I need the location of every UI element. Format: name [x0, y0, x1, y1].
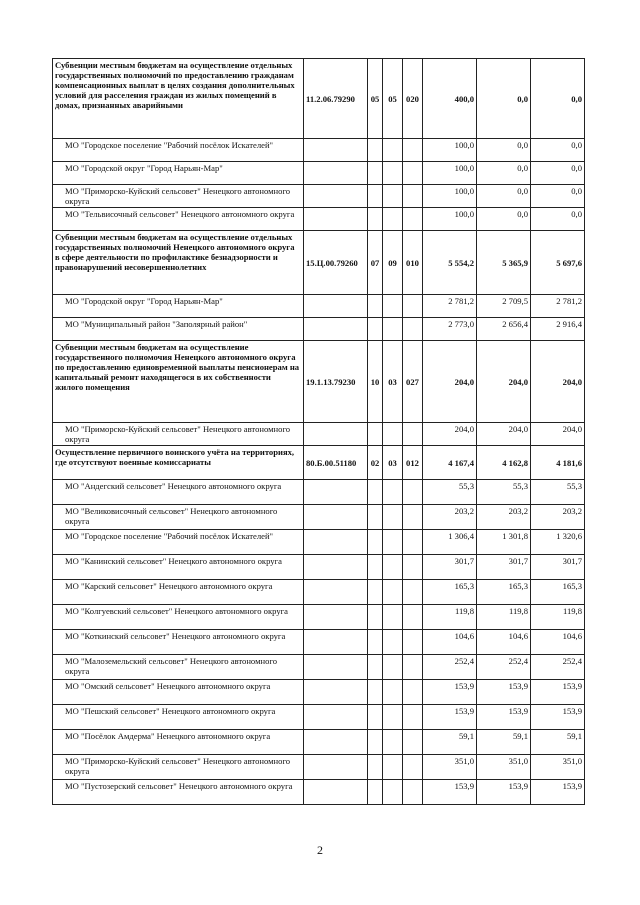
- section-code-cell: [368, 480, 383, 505]
- target-code-cell: [304, 580, 368, 605]
- target-code-cell: 19.1.13.79230: [304, 341, 368, 423]
- amount-year-2-cell: 0,0: [477, 185, 531, 208]
- amount-year-3-cell: 204,0: [531, 423, 585, 446]
- section-code-cell: [368, 705, 383, 730]
- municipality-row: [53, 630, 585, 655]
- target-code-cell: [304, 505, 368, 530]
- amount-year-1-cell: 301,7: [423, 555, 477, 580]
- amount-year-1-cell: 104,6: [423, 630, 477, 655]
- item-name-cell: МО "Великовисочный сельсовет" Ненецкого автономного округа: [53, 505, 304, 530]
- amount-year-1-cell: 5 554,2: [423, 231, 477, 295]
- subsection-code-cell: [383, 605, 403, 630]
- section-code-cell: [368, 423, 383, 446]
- amount-year-3-cell: 351,0: [531, 755, 585, 780]
- section-code-cell: 10: [368, 341, 383, 423]
- amount-year-2-cell: 55,3: [477, 480, 531, 505]
- amount-year-2-cell: 119,8: [477, 605, 531, 630]
- table-body: [53, 59, 585, 805]
- amount-year-1-cell: 2 773,0: [423, 318, 477, 341]
- amount-year-3-cell: 0,0: [531, 139, 585, 162]
- item-name-cell: МО "Городское поселение "Рабочий посёлок Искателей": [53, 530, 304, 555]
- amount-year-2-cell: 301,7: [477, 555, 531, 580]
- amount-year-3-cell: 4 181,6: [531, 446, 585, 480]
- expense-type-code-cell: [403, 605, 423, 630]
- item-name-cell: МО "Малоземельский сельсовет" Ненецкого автономного округа: [53, 655, 304, 680]
- section-code-cell: 02: [368, 446, 383, 480]
- municipality-row: [53, 755, 585, 780]
- item-name-cell: Субвенции местным бюджетам на осуществление отдельных государственных полномочий по предоставлению гражданам компенсационных выплат в целях создания дополнительных условий для расселения граждан из жилых помещений в домах, признанных аварийными: [53, 59, 304, 139]
- item-name-cell: МО "Карский сельсовет" Ненецкого автономного округа: [53, 580, 304, 605]
- target-code-cell: [304, 295, 368, 318]
- amount-year-3-cell: 1 320,6: [531, 530, 585, 555]
- amount-year-3-cell: 0,0: [531, 208, 585, 231]
- amount-year-2-cell: 204,0: [477, 423, 531, 446]
- amount-year-1-cell: 100,0: [423, 208, 477, 231]
- item-name-cell: МО "Посёлок Амдерма" Ненецкого автономного округа: [53, 730, 304, 755]
- page-number: 2: [317, 843, 323, 857]
- expense-type-code-cell: [403, 630, 423, 655]
- amount-year-3-cell: 203,2: [531, 505, 585, 530]
- subsection-code-cell: [383, 530, 403, 555]
- amount-year-2-cell: 153,9: [477, 780, 531, 805]
- expense-type-code-cell: 027: [403, 341, 423, 423]
- amount-year-2-cell: 2 709,5: [477, 295, 531, 318]
- amount-year-3-cell: 5 697,6: [531, 231, 585, 295]
- subsection-code-cell: [383, 208, 403, 231]
- expense-type-code-cell: [403, 295, 423, 318]
- amount-year-3-cell: 59,1: [531, 730, 585, 755]
- section-code-cell: [368, 680, 383, 705]
- target-code-cell: 15.Ц.00.79260: [304, 231, 368, 295]
- target-code-cell: [304, 705, 368, 730]
- subsection-code-cell: [383, 680, 403, 705]
- expense-type-code-cell: [403, 318, 423, 341]
- amount-year-1-cell: 204,0: [423, 423, 477, 446]
- subsection-code-cell: [383, 655, 403, 680]
- expense-type-code-cell: [403, 480, 423, 505]
- expense-type-code-cell: [403, 530, 423, 555]
- target-code-cell: [304, 530, 368, 555]
- subsection-code-cell: [383, 555, 403, 580]
- amount-year-2-cell: 165,3: [477, 580, 531, 605]
- section-code-cell: [368, 780, 383, 805]
- expense-type-code-cell: [403, 505, 423, 530]
- subsidy-row: [53, 231, 585, 295]
- target-code-cell: [304, 139, 368, 162]
- expense-type-code-cell: [403, 705, 423, 730]
- section-code-cell: [368, 555, 383, 580]
- amount-year-2-cell: 203,2: [477, 505, 531, 530]
- subsection-code-cell: [383, 755, 403, 780]
- section-code-cell: [368, 580, 383, 605]
- amount-year-1-cell: 165,3: [423, 580, 477, 605]
- section-code-cell: [368, 655, 383, 680]
- subsidy-row: [53, 446, 585, 480]
- amount-year-3-cell: 252,4: [531, 655, 585, 680]
- amount-year-3-cell: 2 916,4: [531, 318, 585, 341]
- expense-type-code-cell: [403, 555, 423, 580]
- amount-year-2-cell: 351,0: [477, 755, 531, 780]
- amount-year-3-cell: 165,3: [531, 580, 585, 605]
- expense-type-code-cell: [403, 655, 423, 680]
- item-name-cell: МО "Пешский сельсовет" Ненецкого автономного округа: [53, 705, 304, 730]
- amount-year-1-cell: 100,0: [423, 162, 477, 185]
- amount-year-1-cell: 59,1: [423, 730, 477, 755]
- target-code-cell: [304, 730, 368, 755]
- subsection-code-cell: 05: [383, 59, 403, 139]
- target-code-cell: [304, 630, 368, 655]
- municipality-row: [53, 730, 585, 755]
- subsection-code-cell: 03: [383, 341, 403, 423]
- section-code-cell: [368, 208, 383, 231]
- municipality-row: [53, 530, 585, 555]
- item-name-cell: Субвенции местным бюджетам на осуществление государственного полномочия Ненецкого автономного округа по предоставлению единовременной выплаты пенсионерам на капитальный ремонт находящегося в их собственности жилого помещения: [53, 341, 304, 423]
- municipality-row: [53, 705, 585, 730]
- amount-year-3-cell: 301,7: [531, 555, 585, 580]
- item-name-cell: МО "Приморско-Куйский сельсовет" Ненецкого автономного округа: [53, 185, 304, 208]
- section-code-cell: [368, 318, 383, 341]
- amount-year-3-cell: 55,3: [531, 480, 585, 505]
- municipality-row: [53, 480, 585, 505]
- municipality-row: [53, 318, 585, 341]
- amount-year-2-cell: 59,1: [477, 730, 531, 755]
- amount-year-1-cell: 1 306,4: [423, 530, 477, 555]
- section-code-cell: [368, 505, 383, 530]
- expense-type-code-cell: [403, 139, 423, 162]
- section-code-cell: [368, 530, 383, 555]
- expense-type-code-cell: [403, 755, 423, 780]
- section-code-cell: [368, 295, 383, 318]
- item-name-cell: МО "Омский сельсовет" Ненецкого автономного округа: [53, 680, 304, 705]
- item-name-cell: МО "Тельвисочный сельсовет" Ненецкого автономного округа: [53, 208, 304, 231]
- amount-year-2-cell: 0,0: [477, 208, 531, 231]
- amount-year-3-cell: 153,9: [531, 680, 585, 705]
- subsection-code-cell: [383, 185, 403, 208]
- municipality-row: [53, 208, 585, 231]
- amount-year-3-cell: 153,9: [531, 780, 585, 805]
- target-code-cell: [304, 318, 368, 341]
- section-code-cell: [368, 162, 383, 185]
- expense-type-code-cell: [403, 730, 423, 755]
- subsection-code-cell: [383, 162, 403, 185]
- amount-year-1-cell: 153,9: [423, 780, 477, 805]
- subsidy-row: [53, 341, 585, 423]
- amount-year-2-cell: 153,9: [477, 705, 531, 730]
- subsection-code-cell: [383, 139, 403, 162]
- budget-table: [52, 58, 585, 805]
- amount-year-3-cell: 0,0: [531, 59, 585, 139]
- target-code-cell: [304, 605, 368, 630]
- item-name-cell: МО "Городской округ "Город Нарьян-Мар": [53, 162, 304, 185]
- amount-year-1-cell: 100,0: [423, 185, 477, 208]
- target-code-cell: [304, 680, 368, 705]
- subsection-code-cell: [383, 630, 403, 655]
- subsection-code-cell: [383, 480, 403, 505]
- subsection-code-cell: [383, 730, 403, 755]
- amount-year-2-cell: 0,0: [477, 139, 531, 162]
- amount-year-2-cell: 0,0: [477, 162, 531, 185]
- amount-year-1-cell: 203,2: [423, 505, 477, 530]
- section-code-cell: 07: [368, 231, 383, 295]
- amount-year-3-cell: 0,0: [531, 185, 585, 208]
- item-name-cell: МО "Приморско-Куйский сельсовет" Ненецкого автономного округа: [53, 423, 304, 446]
- item-name-cell: МО "Пустозерский сельсовет" Ненецкого автономного округа: [53, 780, 304, 805]
- item-name-cell: МО "Городское поселение "Рабочий посёлок Искателей": [53, 139, 304, 162]
- expense-type-code-cell: [403, 208, 423, 231]
- amount-year-3-cell: 104,6: [531, 630, 585, 655]
- amount-year-3-cell: 153,9: [531, 705, 585, 730]
- expense-type-code-cell: [403, 162, 423, 185]
- amount-year-1-cell: 400,0: [423, 59, 477, 139]
- amount-year-2-cell: 104,6: [477, 630, 531, 655]
- amount-year-2-cell: 0,0: [477, 59, 531, 139]
- municipality-row: [53, 162, 585, 185]
- municipality-row: [53, 580, 585, 605]
- subsection-code-cell: [383, 780, 403, 805]
- subsection-code-cell: [383, 295, 403, 318]
- amount-year-1-cell: 252,4: [423, 655, 477, 680]
- municipality-row: [53, 680, 585, 705]
- subsection-code-cell: 09: [383, 231, 403, 295]
- target-code-cell: [304, 755, 368, 780]
- amount-year-1-cell: 2 781,2: [423, 295, 477, 318]
- expense-type-code-cell: [403, 423, 423, 446]
- target-code-cell: [304, 208, 368, 231]
- target-code-cell: [304, 780, 368, 805]
- expense-type-code-cell: [403, 580, 423, 605]
- item-name-cell: Субвенции местным бюджетам на осуществление отдельных государственных полномочий Ненецкого автономного округа в сфере деятельности по профилактике безнадзорности и правонарушений несовершеннолетних: [53, 231, 304, 295]
- amount-year-1-cell: 119,8: [423, 605, 477, 630]
- section-code-cell: [368, 730, 383, 755]
- amount-year-1-cell: 100,0: [423, 139, 477, 162]
- target-code-cell: [304, 655, 368, 680]
- amount-year-3-cell: 204,0: [531, 341, 585, 423]
- amount-year-1-cell: 204,0: [423, 341, 477, 423]
- municipality-row: [53, 505, 585, 530]
- section-code-cell: 05: [368, 59, 383, 139]
- municipality-row: [53, 185, 585, 208]
- amount-year-3-cell: 119,8: [531, 605, 585, 630]
- target-code-cell: 11.2.06.79290: [304, 59, 368, 139]
- municipality-row: [53, 605, 585, 630]
- section-code-cell: [368, 605, 383, 630]
- expense-type-code-cell: [403, 185, 423, 208]
- section-code-cell: [368, 139, 383, 162]
- section-code-cell: [368, 185, 383, 208]
- municipality-row: [53, 295, 585, 318]
- target-code-cell: [304, 185, 368, 208]
- item-name-cell: МО "Колгуевский сельсовет" Ненецкого автономного округа: [53, 605, 304, 630]
- amount-year-2-cell: 153,9: [477, 680, 531, 705]
- amount-year-2-cell: 4 162,8: [477, 446, 531, 480]
- amount-year-1-cell: 153,9: [423, 705, 477, 730]
- item-name-cell: МО "Приморско-Куйский сельсовет" Ненецкого автономного округа: [53, 755, 304, 780]
- expense-type-code-cell: [403, 680, 423, 705]
- subsection-code-cell: [383, 580, 403, 605]
- item-name-cell: МО "Андегский сельсовет" Ненецкого автономного округа: [53, 480, 304, 505]
- amount-year-3-cell: 2 781,2: [531, 295, 585, 318]
- target-code-cell: 80.Б.00.51180: [304, 446, 368, 480]
- amount-year-2-cell: 5 365,9: [477, 231, 531, 295]
- item-name-cell: Осуществление первичного воинского учёта на территориях, где отсутствуют военные комиссариаты: [53, 446, 304, 480]
- subsection-code-cell: [383, 505, 403, 530]
- municipality-row: [53, 780, 585, 805]
- amount-year-1-cell: 153,9: [423, 680, 477, 705]
- subsection-code-cell: 03: [383, 446, 403, 480]
- amount-year-1-cell: 351,0: [423, 755, 477, 780]
- amount-year-2-cell: 204,0: [477, 341, 531, 423]
- municipality-row: [53, 423, 585, 446]
- expense-type-code-cell: 012: [403, 446, 423, 480]
- target-code-cell: [304, 480, 368, 505]
- item-name-cell: МО "Канинский сельсовет" Ненецкого автономного округа: [53, 555, 304, 580]
- target-code-cell: [304, 162, 368, 185]
- item-name-cell: МО "Коткинский сельсовет" Ненецкого автономного округа: [53, 630, 304, 655]
- amount-year-3-cell: 0,0: [531, 162, 585, 185]
- target-code-cell: [304, 423, 368, 446]
- amount-year-2-cell: 2 656,4: [477, 318, 531, 341]
- section-code-cell: [368, 630, 383, 655]
- subsection-code-cell: [383, 705, 403, 730]
- municipality-row: [53, 555, 585, 580]
- subsection-code-cell: [383, 423, 403, 446]
- municipality-row: [53, 655, 585, 680]
- amount-year-1-cell: 4 167,4: [423, 446, 477, 480]
- subsidy-row: [53, 59, 585, 139]
- target-code-cell: [304, 555, 368, 580]
- amount-year-2-cell: 1 301,8: [477, 530, 531, 555]
- section-code-cell: [368, 755, 383, 780]
- amount-year-2-cell: 252,4: [477, 655, 531, 680]
- expense-type-code-cell: 020: [403, 59, 423, 139]
- municipality-row: [53, 139, 585, 162]
- expense-type-code-cell: [403, 780, 423, 805]
- expense-type-code-cell: 010: [403, 231, 423, 295]
- item-name-cell: МО "Муниципальный район "Заполярный район": [53, 318, 304, 341]
- subsection-code-cell: [383, 318, 403, 341]
- amount-year-1-cell: 55,3: [423, 480, 477, 505]
- item-name-cell: МО "Городской округ "Город Нарьян-Мар": [53, 295, 304, 318]
